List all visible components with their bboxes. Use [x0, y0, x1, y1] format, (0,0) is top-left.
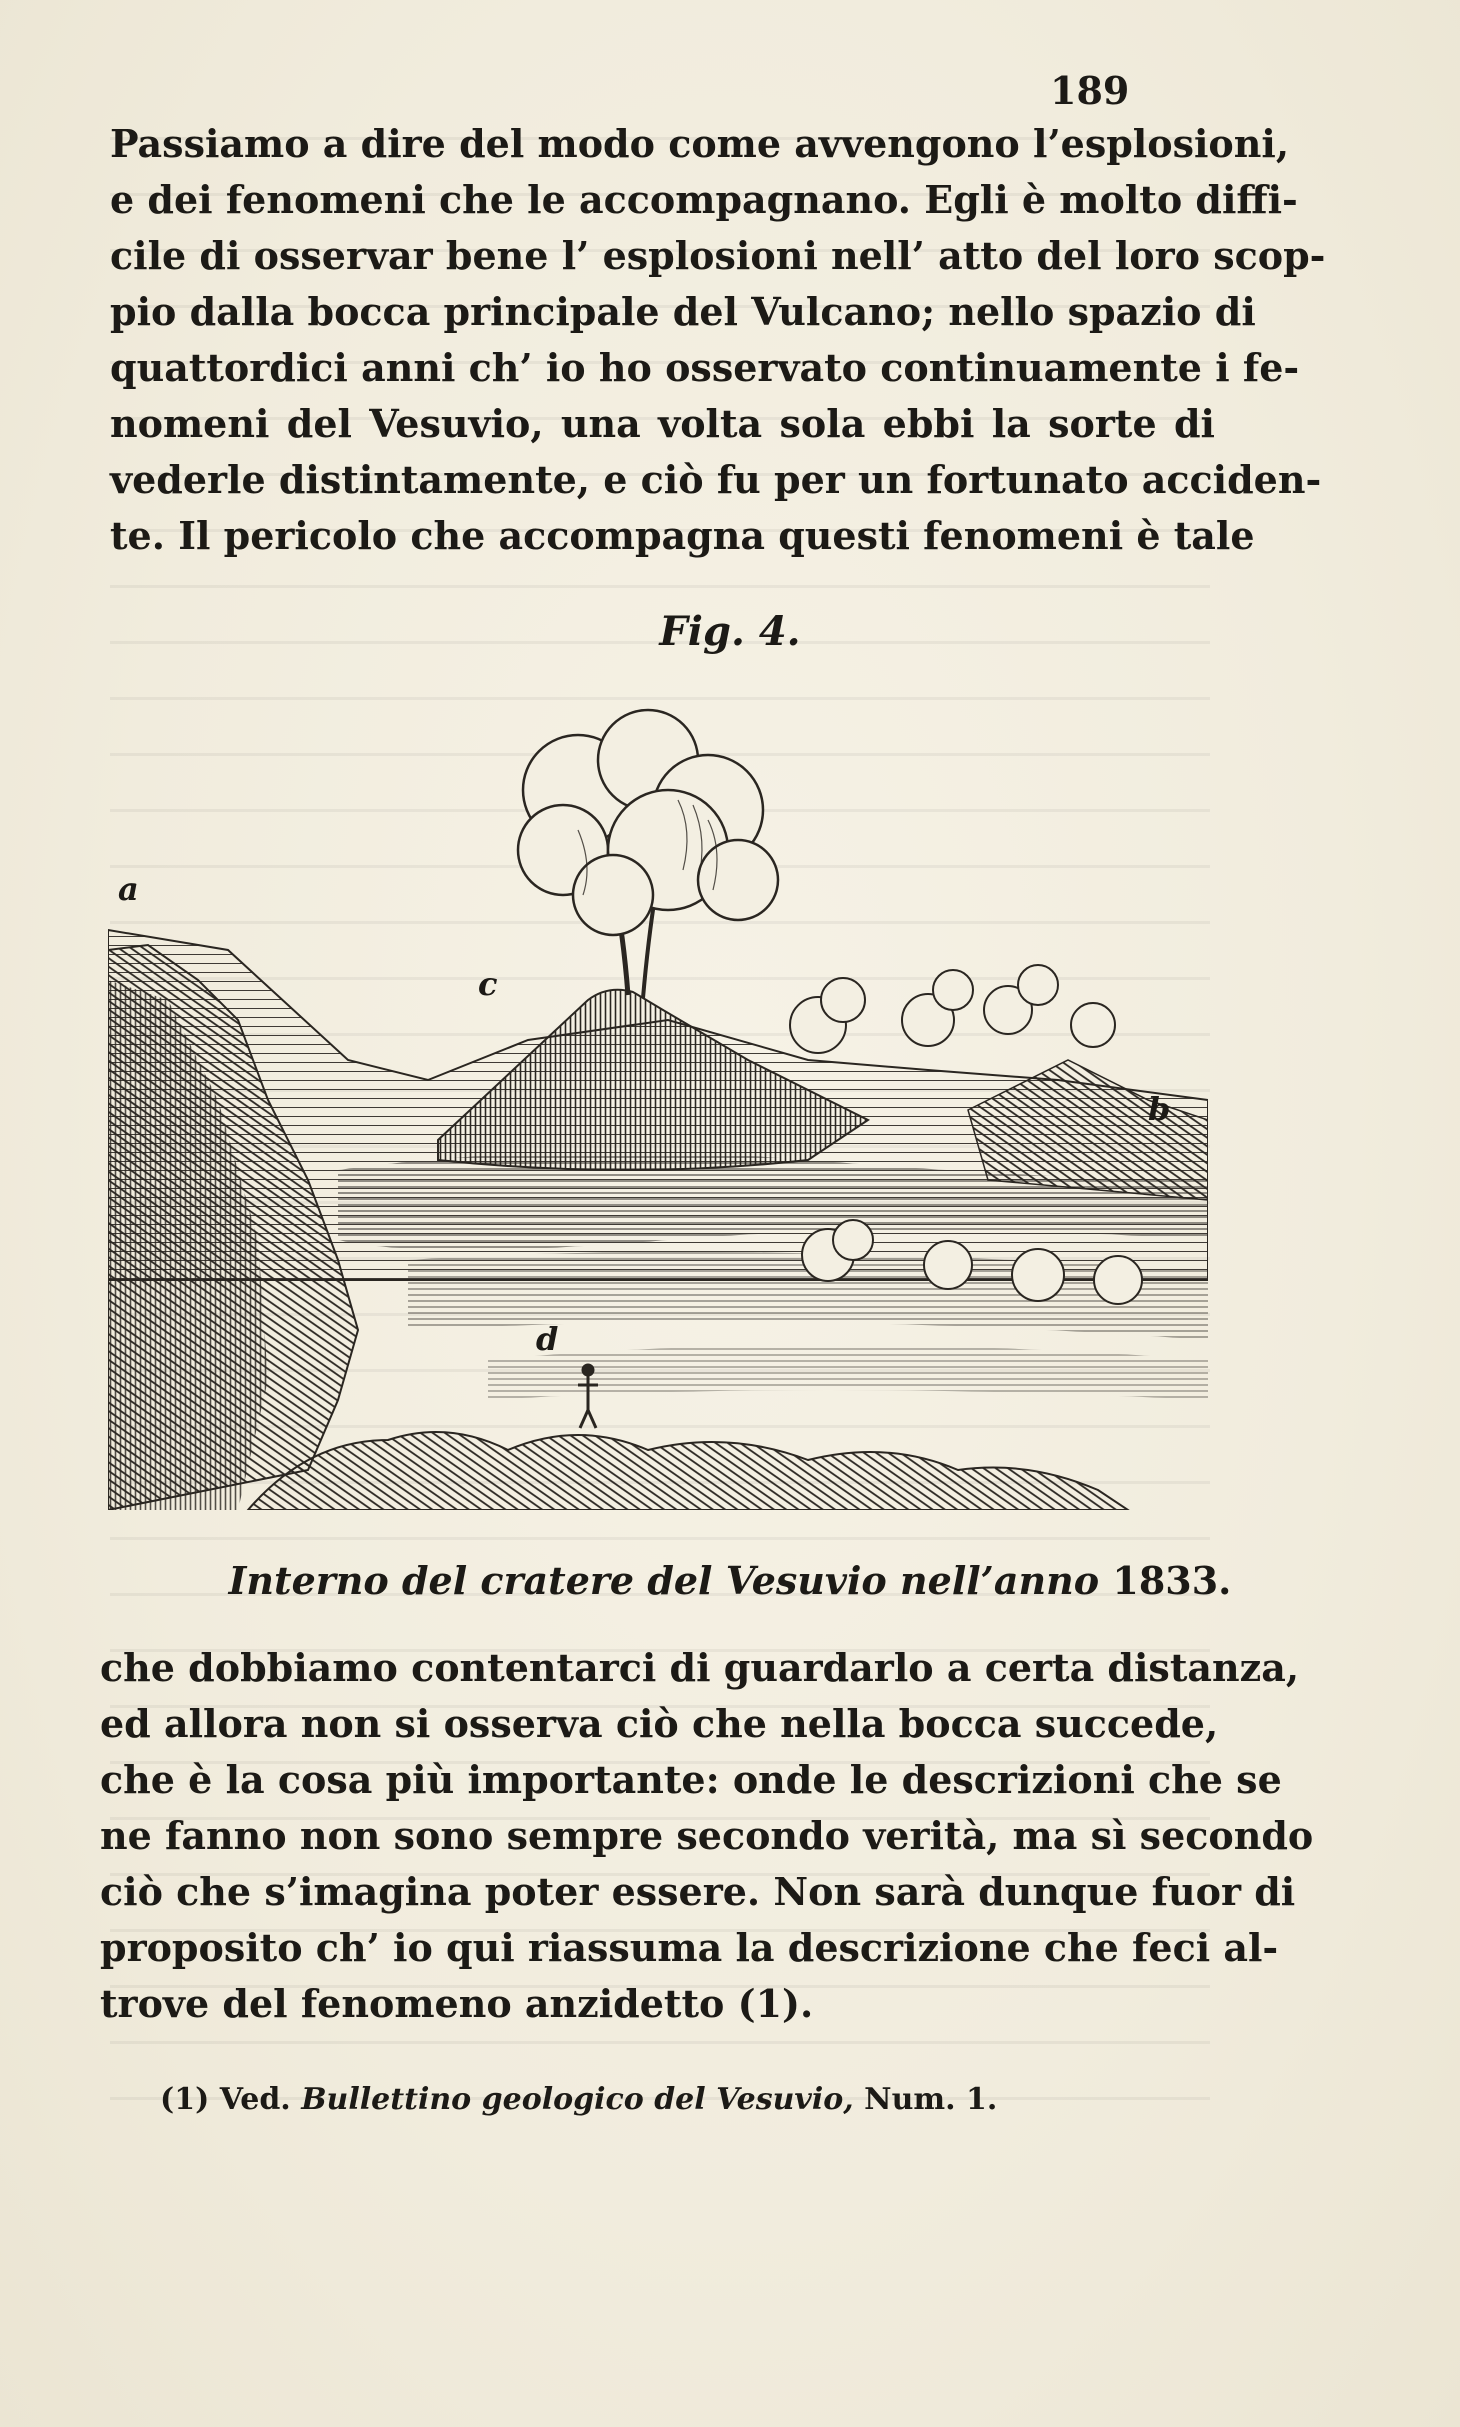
footnote-title: Bullettino geologico del Vesuvio,	[301, 2082, 854, 2117]
footnote	[160, 2082, 997, 2117]
text-line: ciò che s’imagina poter essere. Non sarà dunque fuor di	[100, 1869, 1296, 1914]
text-line: che è la cosa più importante: onde le descrizioni che se	[100, 1757, 1282, 1802]
text-line: te. Il pericolo che accompagna questi fenomeni è tale	[110, 513, 1255, 558]
text-line: trove del fenomeno anzidetto (1).	[100, 1981, 814, 2026]
text-line: ed allora non si osserva ciò che nella bocca succede,	[100, 1701, 1219, 1746]
figure-letter-b: b	[1148, 1090, 1171, 1128]
text-line: Passiamo a dire del modo come avvengono l’esplosioni,	[110, 121, 1290, 166]
text-line: cile di osservar bene l’ esplosioni nell’ atto del loro scop-	[110, 233, 1326, 278]
text-line: pio dalla bocca principale del Vulcano; nello spazio di	[110, 289, 1256, 334]
text-line: e dei fenomeni che le accompagnano. Egli è molto diffi-	[110, 177, 1298, 222]
figure-letter-a: a	[118, 870, 139, 908]
text-line: quattordici anni ch’ io ho osservato continuamente i fe-	[110, 345, 1300, 390]
figure-letter-d: d	[536, 1320, 559, 1358]
figure-letter-c: c	[478, 965, 498, 1003]
smoke-cloud	[518, 710, 778, 935]
caption-year: 1833.	[1112, 1558, 1232, 1603]
crater-floor-lower	[488, 1345, 1208, 1400]
text-line: vederle distintamente, e ciò fu per un fortunato acciden-	[110, 457, 1322, 502]
footnote-suffix: Num. 1.	[864, 2082, 998, 2117]
figure-caption	[0, 1558, 1460, 1603]
page-number: 189	[1050, 68, 1130, 113]
caption-text: Interno del cratere del Vesuvio nell’anno	[228, 1558, 1100, 1603]
footnote-prefix: (1) Ved.	[160, 2082, 291, 2117]
paragraph-2	[100, 1640, 1314, 2032]
text-line: nomeni del Vesuvio, una volta sola ebbi la sorte di	[110, 401, 1215, 446]
figure-label: Fig. 4.	[659, 608, 801, 655]
foreground-rocks	[248, 1432, 1128, 1510]
text-line: proposito ch’ io qui riassuma la descrizione che feci al-	[100, 1925, 1279, 1970]
paragraph-1	[110, 116, 1326, 564]
text-line: che dobbiamo contentarci di guardarlo a certa distanza,	[100, 1645, 1300, 1690]
crater-engraving	[108, 680, 1208, 1510]
text-line: ne fanno non sono sempre secondo verità, ma sì secondo	[100, 1813, 1314, 1858]
crater-illustration	[108, 680, 1208, 1510]
